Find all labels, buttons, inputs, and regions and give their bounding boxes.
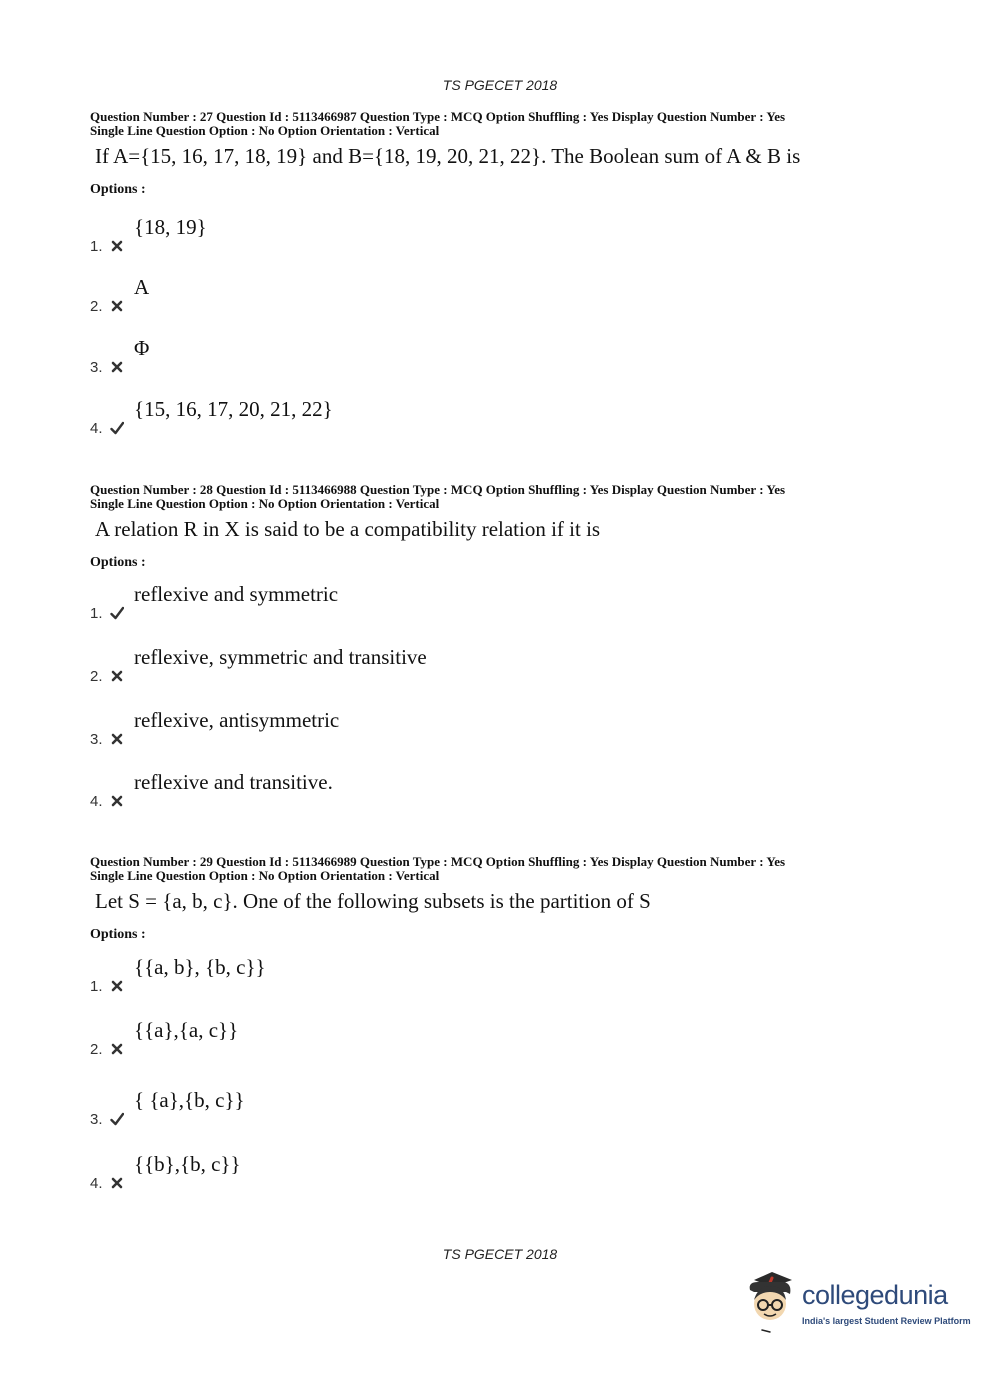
option-item — [90, 1152, 790, 1192]
question-29 — [90, 854, 890, 1192]
logo-text: collegedunia — [802, 1280, 948, 1310]
option-number: 4. — [90, 420, 103, 437]
checkmark-icon — [110, 421, 124, 435]
question-meta-2: Single Line Question Option : No Option Orientation : Vertical — [90, 868, 440, 883]
option-text: reflexive, antisymmetric — [134, 708, 340, 732]
question-27 — [90, 110, 890, 440]
page-header: TS PGECET 2018 — [442, 77, 558, 93]
cross-icon — [110, 360, 124, 374]
option-number: 2. — [90, 668, 103, 685]
option-number: 1. — [90, 978, 103, 995]
cross-icon — [110, 794, 124, 808]
option-item — [90, 336, 790, 376]
option-number: 2. — [90, 1041, 103, 1058]
logo-tagline: India's largest Student Review Platform — [802, 1316, 971, 1326]
question-meta: Question Number : 27 Question Id : 5113466987 Question Type : MCQ Option Shuffling : Yes Display Question Number : Yes — [90, 109, 786, 124]
options-label: Options : — [90, 927, 146, 942]
checkmark-icon — [110, 606, 124, 620]
options-label: Options : — [90, 555, 146, 570]
page-footer: TS PGECET 2018 — [442, 1246, 558, 1262]
question-stem: Let S = {a, b, c}. One of the following subsets is the partition of S — [95, 889, 651, 913]
option-text: {{a, b}, {b, c}} — [134, 955, 266, 979]
option-text: Φ — [134, 336, 150, 360]
option-number: 3. — [90, 731, 103, 748]
cross-icon — [110, 1176, 124, 1190]
option-number: 1. — [90, 238, 103, 255]
option-text: { {a},{b, c}} — [134, 1088, 245, 1112]
cross-icon — [110, 979, 124, 993]
collegedunia-logo — [740, 1270, 980, 1340]
option-number: 3. — [90, 359, 103, 376]
checkmark-icon — [110, 1112, 124, 1126]
option-number: 4. — [90, 793, 103, 810]
cross-icon — [110, 732, 124, 746]
option-item — [90, 215, 790, 255]
options-label: Options : — [90, 182, 146, 197]
question-meta: Question Number : 29 Question Id : 5113466989 Question Type : MCQ Option Shuffling : Yes Display Question Number : Yes — [90, 854, 786, 869]
question-stem: A relation R in X is said to be a compatibility relation if it is — [95, 517, 601, 541]
option-text: {{b},{b, c}} — [134, 1152, 241, 1176]
option-text: {{a},{a, c}} — [134, 1018, 239, 1042]
cross-icon — [110, 299, 124, 313]
student-mascot-icon — [740, 1270, 800, 1340]
question-meta: Question Number : 28 Question Id : 5113466988 Question Type : MCQ Option Shuffling : Yes Display Question Number : Yes — [90, 482, 786, 497]
option-text: A — [134, 275, 150, 299]
option-item — [90, 955, 790, 995]
option-number: 1. — [90, 605, 103, 622]
cross-icon — [110, 669, 124, 683]
option-text: {18, 19} — [134, 215, 207, 239]
option-item — [90, 770, 790, 810]
option-item — [90, 1088, 790, 1128]
option-text: reflexive and symmetric — [134, 582, 339, 606]
option-item — [90, 582, 790, 622]
option-number: 4. — [90, 1175, 103, 1192]
option-item — [90, 645, 790, 685]
option-item — [90, 397, 790, 437]
option-number: 3. — [90, 1111, 103, 1128]
option-item — [90, 708, 790, 748]
option-text: {15, 16, 17, 20, 21, 22} — [134, 397, 333, 421]
question-meta-2: Single Line Question Option : No Option Orientation : Vertical — [90, 123, 440, 138]
option-text: reflexive and transitive. — [134, 770, 333, 794]
question-meta-2: Single Line Question Option : No Option Orientation : Vertical — [90, 496, 440, 511]
cross-icon — [110, 239, 124, 253]
question-stem: If A={15, 16, 17, 18, 19} and B={18, 19, 20, 21, 22}. The Boolean sum of A & B is — [95, 144, 801, 168]
option-number: 2. — [90, 298, 103, 315]
option-item — [90, 1018, 790, 1058]
cross-icon — [110, 1042, 124, 1056]
question-28 — [90, 483, 890, 813]
option-text: reflexive, symmetric and transitive — [134, 645, 427, 669]
option-item — [90, 275, 790, 315]
